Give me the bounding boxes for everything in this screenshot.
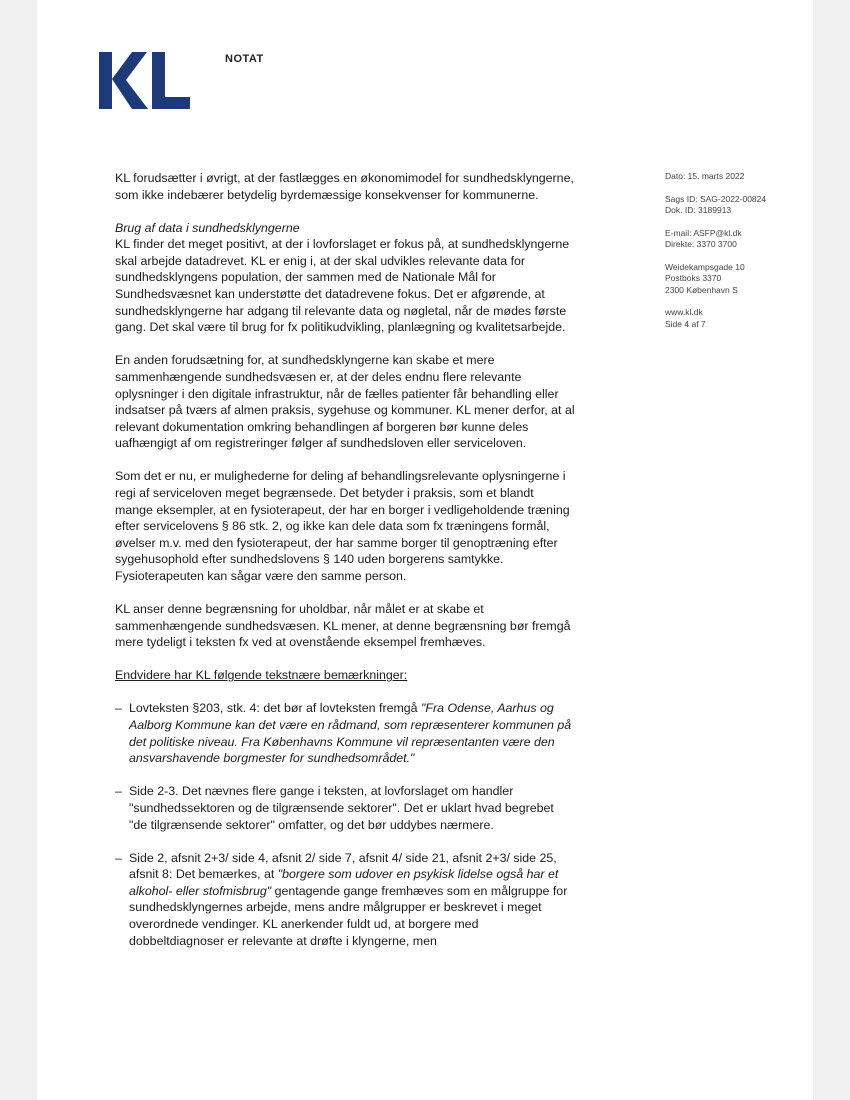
paragraph-data-sharing: En anden forudsætning for, at sundhedsklyngerne kan skabe et mere sammenhængende sundhedsvæsen er, at der deles endnu flere relevante oplysninger i den digitale infrastruktur, når de fælles patienter får behandling eller indsatser på tværs af almen praksis, sygehuse og kommuner. KL mener derfor, at al relevant dokumentation omkring behandlingen af borgeren bør kunne deles uafhængigt af om registreringer følger af sundhedsloven eller serviceloven. [115,353,575,451]
document-type-label: NOTAT [225,53,264,65]
page-number: Side 4 af 7 [665,318,706,329]
date-group [665,171,805,183]
section-heading-data: Brug af data i sundhedsklyngerne [115,220,300,235]
kl-logo [99,52,191,110]
email-line: E-mail: ASFP@kl.dk [665,227,742,238]
document-body [115,170,575,966]
address-postbox: Postboks 3370 [665,273,722,283]
address-city: 2300 København S [665,284,738,295]
phone-line: Direkte: 3370 3700 [665,239,737,249]
sags-id: Sags ID: SAG-2022-00824 [665,193,767,204]
remarks-heading: Endvidere har KL følgende tekstnære bemærkninger: [115,668,408,683]
remark-3-text-cont: gentagende gange fremhæves som en målgruppe for sundhedsklyngernes arbejde, mens andre målgrupper er beskrevet i meget overordnede vendinger. KL anerkender fuldt ud, at borgere med dobbeltdiagnoser er relevante at drøfte i klyngerne, men [129,883,568,948]
bullet-dash: – [115,784,122,799]
paragraph-data-usage [115,220,575,336]
remark-1-text: Lovteksten §203, stk. 4: det bør af lovteksten fremgå [129,701,422,716]
bullet-dash: – [115,701,122,716]
web-group [665,307,805,330]
paragraph-limitation: KL anser denne begrænsning for uholdbar, når målet er at skabe et sammenhængende sundhedsvæsen. KL mener, at denne begrænsning bør fremgå mere tydeligt i teksten fx ved at ovenstående eksempel fremhæves. [115,602,571,650]
date-label: Dato: 15. marts 2022 [665,171,745,181]
remark-1-quote: "Fra Odense, Aarhus og Aalborg Kommune kan det være en rådmand, som repræsenterer kommunen på det politiske niveau. Fra Københavns Kommune vil repræsentanten være den ansvarshavende borgmester for sundhedsområdet." [129,701,572,766]
remark-2-text: Side 2-3. Det nævnes flere gange i teksten, at lovforslaget om handler "sundhedssektoren og de tilgrænsende sektorer". Det er uklart hvad begrebet "de tilgrænsende sektorer" omfatter, og det bør uddybes nærmere. [129,784,554,832]
address-street: Weidekampsgade 10 [665,261,745,272]
id-group [665,194,805,217]
list-item [115,700,575,766]
list-item [115,783,575,833]
contact-group [665,228,805,251]
remark-3-quote: "borgere som udover en psykisk lidelse også har et alkohol- eller stofmisbrug" [129,867,559,898]
remarks-heading-para [115,667,575,684]
remark-3-text: Side 2, afsnit 2+3/ side 4, afsnit 2/ side 7, afsnit 4/ side 21, afsnit 2+3/ side 25, afsnit 8: Det bemærkes, at [129,850,557,882]
paragraph-economy-model: KL forudsætter i øvrigt, at der fastlægges en økonomimodel for sundhedsklyngerne, som ikke indebærer betydelig byrdemæssige konsekvenser for kommunerne. [115,171,574,202]
remarks-list [115,700,575,949]
bullet-dash: – [115,850,122,865]
list-item [115,850,575,950]
address-group [665,262,805,297]
document-page [37,0,813,1100]
sidebar-metadata [665,171,805,341]
paragraph-serviceloven: Som det er nu, er mulighederne for deling af behandlingsrelevante oplysningerne i regi af serviceloven meget begrænsede. Det betyder i praksis, som et blandt mange eksempler, at en fysioterapeut, der har en borger i vedligeholdende træning efter servicelovens § 86 stk. 2, og ikke kan dele data som fx træningens formål, øvelser m.v. med den fysioterapeut, der har samme borger til genoptræning efter sygehusophold efter sundhedslovens § 140 uden borgerens samtykke. Fysioterapeuten kan sågar være den samme person. [115,469,570,583]
dok-id: Dok. ID: 3189913 [665,205,732,215]
website: www.kl.dk [665,307,703,317]
paragraph-data-text: KL finder det meget positivt, at der i lovforslaget er fokus på, at sundhedsklyngerne skal arbejde datadrevet. KL er enig i, at der skal udvikles relevante data for sundhedsklyngens population, der sammen med de Nationale Mål for Sundhedsvæsnet kan understøtte det datadrevene fokus. Det er afgørende, at sundhedsklyngerne har adgang til relevante data og nøgletal, når de mødes første gang. Det skal være til brug for fx politikudvikling, planlægning og kvalitetsarbejde. [115,237,570,335]
